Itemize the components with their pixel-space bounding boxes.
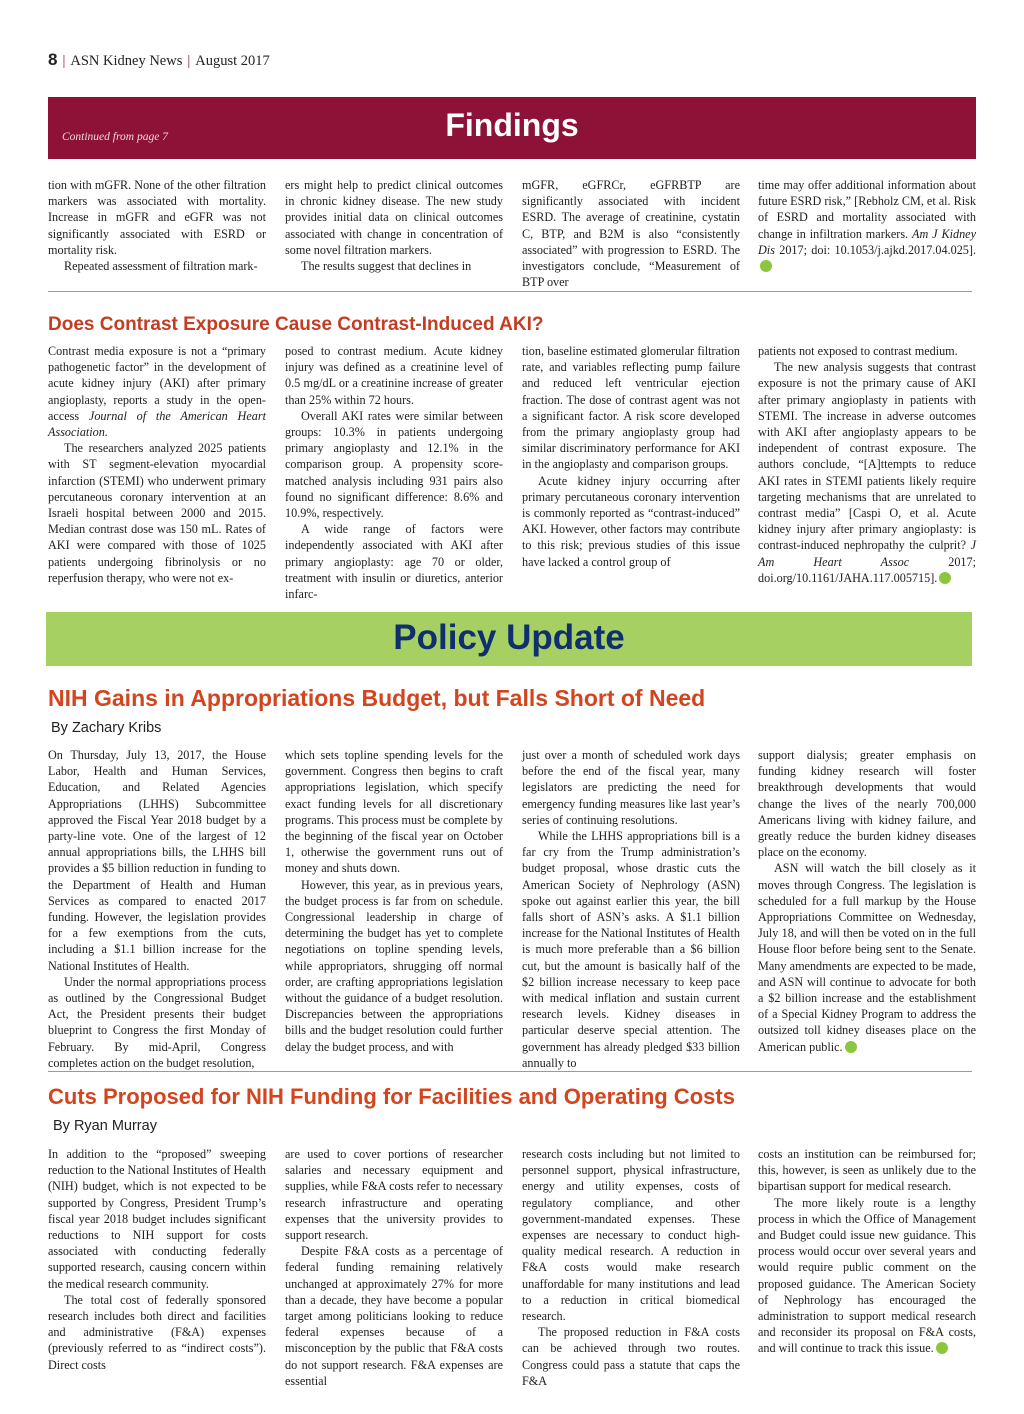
paragraph: research costs including but not limited to personnel support, physical infrastructure, energy and utility expenses, costs of regulatory compliance, and other government-mandated expenses. These expenses are necessary to conduct high-quality medical research. A reduction in F&A costs would make research unaffordable for many institutions and lead to a reduction in critical biomedical research.	[522, 1147, 740, 1324]
nih-column-2	[285, 747, 503, 1055]
findings-banner	[48, 97, 976, 159]
continued-note: Continued from page 7	[62, 131, 168, 143]
paragraph: mGFR, eGFRCr, eGFRBTP are significantly associated with incident ESRD. The average of creatinine, cystatin C, BTP, and B2M is also “consistently associated” with progression to ESRD. The investigators conclude, “Measurement of BTP over	[522, 178, 740, 290]
contrast-column-4	[758, 343, 976, 586]
paragraph: The new analysis suggests that contrast exposure is not the primary cause of AKI after primary angioplasty in patients with STEMI. The increase in adverse outcomes with AKI after angioplasty appears to be independent of contrast exposure. The authors conclude, “[A]ttempts to reduce AKI rates in STEMI patients likely require targeting mechanisms that are unrelated to contrast media” [Caspi O, et al. Acute kidney injury after primary angioplasty: is contrast-induced nephropathy the culprit? J Am Heart Assoc 2017; doi.org/10.1161/JAHA.117.005715].	[758, 360, 976, 585]
nih-column-3	[522, 747, 740, 1071]
paragraph: The results suggest that declines in	[301, 259, 472, 274]
end-mark-icon	[936, 1342, 948, 1354]
nih-column-1	[48, 747, 266, 1071]
section-title-policy-update: Policy Update	[393, 618, 625, 657]
paragraph: The total cost of federally sponsored research includes both direct and facilities and administrative (F&A) expenses (previously referred to as “indirect costs”). Direct costs	[48, 1292, 266, 1372]
headline-contrast-aki: Does Contrast Exposure Cause Contrast-Induced AKI?	[48, 314, 544, 335]
cuts-column-1	[48, 1146, 266, 1373]
headline-nih-facilities-cuts: Cuts Proposed for NIH Funding for Facilities and Operating Costs	[48, 1084, 735, 1109]
mgfr-column-2	[285, 177, 503, 274]
running-head: 8 | ASN Kidney News | August 2017	[48, 50, 270, 69]
paragraph: The more likely route is a lengthy process in which the Office of Management and Budget could issue new guidance. This process would occur over several years and would require public comment on the proposed guidance. The American Society of Nephrology has encouraged the administration to support medical research and reconsider its proposal on F&A costs, and will continue to track this issue.	[758, 1195, 976, 1356]
paragraph: While the LHHS appropriations bill is a far cry from the Trump administration’s budget proposal, whose drastic cuts the American Society of Nephrology (ASN) spoke out against earlier this year, the bill falls short of ASN’s asks. A $1.1 billion increase for the National Institutes of Health is much more preferable than a $6 billion cut, but the amount is basically half of the $2 billion increase necessary to keep pace with medical inflation and sustain current research levels. Kidney diseases in particular deserve special attention. The government has already pledged $33 billion annually to	[522, 829, 740, 1070]
section-divider	[48, 291, 972, 292]
paragraph: costs an institution can be reimbursed for; this, however, is seen as unlikely due to the bipartisan support for medical research.	[758, 1147, 976, 1194]
paragraph: Contrast media exposure is not a “primary pathogenetic factor” in the development of acute kidney injury (AKI) after primary angioplasty, reports a study in the open-access Journal of the American Heart Association.	[48, 344, 266, 440]
journal-name: Journal of the American Heart Association.	[48, 408, 266, 440]
page-number: 8	[48, 50, 58, 69]
byline: By Ryan Murray	[53, 1118, 157, 1134]
cuts-column-3	[522, 1146, 740, 1389]
paragraph: posed to contrast medium. Acute kidney injury was defined as a creatinine level of 0.5 mg/dL or a creatinine increase of greater than 25% within 72 hours.	[285, 344, 503, 407]
cuts-column-2	[285, 1146, 503, 1389]
end-mark-icon	[845, 1041, 857, 1053]
paragraph: Repeated assessment of filtration mark-	[64, 259, 258, 274]
paragraph: Under the normal appropriations process as outlined by the Congressional Budget Act, the President presents their budget blueprint to Congress the first Monday of February. By mid-April, Congress completes action on the budget resolution,	[48, 974, 266, 1070]
paragraph: The proposed reduction in F&A costs can be achieved through two routes. Congress could pass a statute that caps the F&A	[522, 1325, 740, 1388]
paragraph: The researchers analyzed 2025 patients with ST segment-elevation myocardial infarction (STEMI) who underwent primary percutaneous coronary intervention at an Israeli hospital between 2000 and 2015. Median contrast dose was 150 mL. Rates of AKI were compared with those of 1025 patients undergoing fibrinolysis or no reperfusion therapy, who were not ex-	[48, 441, 266, 585]
end-mark-icon	[939, 572, 951, 584]
journal-name: Am J Kidney Dis	[758, 226, 976, 257]
contrast-column-1	[48, 343, 266, 586]
contrast-column-3	[522, 343, 740, 570]
cuts-column-4	[758, 1146, 976, 1357]
mgfr-column-4	[758, 177, 976, 274]
paragraph: tion, baseline estimated glomerular filtration rate, and variables reflecting pump failure and reduced left ventricular ejection fraction. The dose of contrast agent was not a significant factor. A risk score developed from the primary angioplasty group had similar discriminatory performance for AKI in the angioplasty and comparison groups.	[522, 344, 740, 472]
paragraph: which sets topline spending levels for the government. Congress then begins to craft appropriations legislation, which specify exact funding levels for all discretionary programs. This process must be complete by the beginning of the fiscal year on October 1, otherwise the government runs out of money and shuts down.	[285, 748, 503, 876]
nih-column-4	[758, 747, 976, 1055]
paragraph: are used to cover portions of researcher salaries and necessary equipment and supplies, while F&A costs refer to necessary research infrastructure and operating expenses that the university provides to support research.	[285, 1147, 503, 1243]
headline-nih-appropriations: NIH Gains in Appropriations Budget, but Falls Short of Need	[48, 685, 706, 711]
paragraph: On Thursday, July 13, 2017, the House Labor, Health and Human Services, Education, and Related Agencies Appropriations (LHHS) Subcommittee approved the Fiscal Year 2018 budget by a party-line vote. One of the largest of 12 annual appropriations bills, the LHHS bill provides a $5 billion reduction in funding to the Department of Health and Human Services as compared to enacted 2017 funding. However, the legislation provides for a few exemptions from the cuts, including a $1.1 billion increase for the National Institutes of Health.	[48, 748, 266, 973]
publication-name: ASN Kidney News	[70, 53, 183, 69]
byline: By Zachary Kribs	[51, 720, 162, 736]
paragraph: ers might help to predict clinical outcomes in chronic kidney disease. The new study provides initial data on clinical outcomes associated with change in concentration of some novel filtration markers.	[285, 178, 503, 257]
paragraph: Despite F&A costs as a percentage of federal funding remaining relatively unchanged at approximately 27% for more than a decade, they have become a popular target among politicians looking to reduce federal expenses because of a misconception by the public that F&A costs do not support research. F&A expenses are essential	[285, 1244, 503, 1388]
paragraph: patients not exposed to contrast medium.	[758, 344, 958, 358]
paragraph: time may offer additional information about future ESRD risk,” [Rebholz CM, et al. Risk of ESRD and mortality associated with change in infiltration markers. Am J Kidney Dis 2017; doi: 10.1053/j.ajkd.2017.04.025].	[758, 177, 976, 274]
paragraph: tion with mGFR. None of the other filtration markers was associated with mortality. Increase in mGFR and eGFR was not significantly associated with ESRD or mortality risk.	[48, 178, 266, 257]
mgfr-column-3	[522, 177, 740, 290]
paragraph: support dialysis; greater emphasis on funding kidney research will foster breakthrough developments that would change the lives of the nearly 700,000 Americans living with kidney failure, and greatly reduce the burden kidney diseases place on the economy.	[758, 748, 976, 860]
paragraph: A wide range of factors were independently associated with AKI after primary angioplasty: age 70 or older, treatment with insulin or diuretics, anterior infarc-	[285, 522, 503, 602]
paragraph: In addition to the “proposed” sweeping reduction to the National Institutes of Health (NIH) budget, which is not expected to be supported by Congress, President Trump’s fiscal year 2018 budget includes significant reductions to NIH support for costs associated with conducting federally supported research, causing concern within the medical research community.	[48, 1147, 266, 1291]
issue-date: August 2017	[195, 53, 270, 69]
paragraph: ASN will watch the bill closely as it moves through Congress. The legislation is scheduled for a full markup by the House Appropriations Committee on Wednesday, July 18, and will then be voted on in the full House floor before being sent to the Senate. Many amendments are expected to be made, and ASN will continue to advocate for both a $2 billion increase and the establishment of a Special Kidney Program to address the outsized toll kidney diseases place on the American public.	[758, 861, 976, 1054]
section-title-findings: Findings	[445, 107, 579, 143]
paragraph: Acute kidney injury occurring after primary percutaneous coronary intervention is commonly reported as “contrast-induced” AKI. However, other factors may contribute to this risk; previous studies of this issue have lacked a control group of	[522, 473, 740, 569]
paragraph: However, this year, as in previous years, the budget process is far from on schedule. Congressional leadership in charge of determining the budget has yet to complete negotiations on topline spending levels, while appropriators, shrugging off normal order, are crafting appropriations legislation without the guidance of a budget resolution. Discrepancies between the appropriations bills and the budget resolution could further delay the budget process, and with	[285, 877, 503, 1054]
mgfr-column-1	[48, 177, 266, 274]
journal-name: J Am Heart Assoc	[758, 538, 976, 569]
paragraph: Overall AKI rates were similar between groups: 10.3% in patients undergoing primary angioplasty and 12.1% in the comparison group. A propensity score-matched analysis including 931 pairs also found no significant difference: 8.6% and 10.9%, respectively.	[285, 408, 503, 521]
paragraph: just over a month of scheduled work days before the end of the fiscal year, many legislators are predicting the need for emergency funding measures like last year’s series of continuing resolutions.	[522, 748, 740, 827]
section-divider	[48, 1071, 972, 1072]
contrast-column-2	[285, 343, 503, 602]
policy-update-banner	[46, 612, 972, 666]
end-mark-icon	[760, 260, 772, 272]
